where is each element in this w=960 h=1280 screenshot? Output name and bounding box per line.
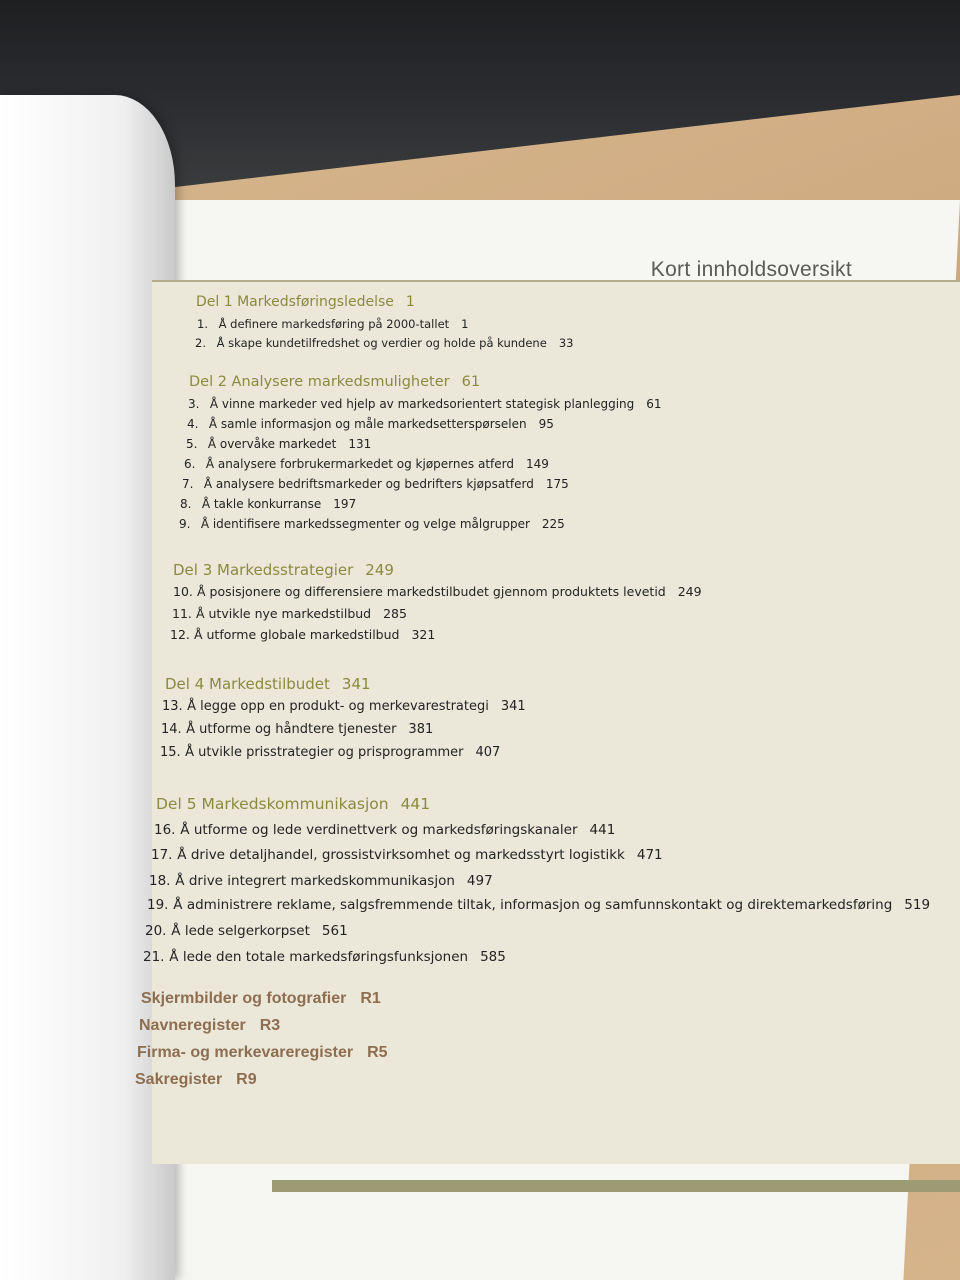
chapter-page: 341	[500, 699, 526, 714]
chapter-number: 15.	[160, 745, 181, 760]
chapter-page: 321	[411, 627, 436, 642]
part-heading	[173, 561, 394, 579]
chapter-page: 519	[904, 897, 931, 913]
chapter-entry	[145, 923, 348, 939]
chapter-number: 10.	[173, 584, 193, 599]
chapter-entry	[186, 437, 371, 451]
part-title: Del 4 Markedstilbudet	[165, 675, 330, 693]
chapter-number: 18.	[149, 873, 171, 889]
chapter-page: 407	[475, 745, 501, 760]
chapter-page: 225	[541, 517, 565, 531]
chapter-title: Å definere markedsføring på 2000-tallet	[218, 317, 450, 331]
part-heading	[165, 675, 371, 693]
chapter-title: Å overvåke markedet	[207, 437, 337, 451]
chapter-entry	[197, 317, 469, 331]
chapter-page: 95	[538, 417, 554, 431]
chapter-entry	[182, 477, 569, 491]
register-entry	[141, 990, 381, 1008]
chapter-number: 17.	[151, 847, 173, 863]
register-page: R5	[367, 1044, 388, 1061]
chapter-number: 4.	[187, 417, 199, 431]
chapter-page: 33	[558, 336, 574, 350]
chapter-entry	[162, 699, 526, 714]
chapter-number: 6.	[184, 457, 196, 471]
chapter-title: Å utforme globale markedstilbud	[193, 627, 400, 642]
chapter-number: 11.	[172, 606, 192, 621]
page-title: Kort innholdsoversikt	[650, 258, 852, 281]
chapter-number: 14.	[161, 722, 182, 737]
chapter-title: Å samle informasjon og måle markedsetterspørselen	[208, 417, 527, 431]
chapter-entry	[151, 847, 663, 863]
chapter-entry	[147, 897, 930, 913]
chapter-entry	[172, 606, 407, 621]
chapter-page: 441	[589, 822, 616, 838]
chapter-page: 175	[545, 477, 569, 491]
part-page: 1	[405, 294, 415, 310]
chapter-title: Å utforme og lede verdinettverk og markedsføringskanaler	[180, 822, 578, 838]
chapter-title: Å utvikle nye markedstilbud	[195, 606, 372, 621]
chapter-page: 561	[321, 923, 348, 939]
chapter-entry	[184, 457, 549, 471]
chapter-entry	[187, 417, 554, 431]
chapter-title: Å posisjonere og differensiere markedstilbudet gjennom produktets levetid	[196, 584, 666, 599]
chapter-number: 8.	[180, 497, 192, 511]
part-page: 249	[365, 561, 394, 579]
chapter-entry	[143, 949, 506, 965]
chapter-page: 249	[677, 584, 702, 599]
chapter-number: 2.	[195, 336, 206, 350]
chapter-number: 19.	[147, 897, 169, 913]
chapter-page: 285	[383, 606, 407, 621]
chapter-entry	[170, 627, 435, 642]
part-title: Del 1 Markedsføringsledelse	[196, 294, 394, 310]
part-title: Del 3 Markedsstrategier	[173, 561, 354, 579]
chapter-entry	[161, 722, 433, 737]
part-title: Del 2 Analysere markedsmuligheter	[189, 374, 450, 390]
register-page: R9	[236, 1071, 257, 1088]
chapter-number: 5.	[186, 437, 198, 451]
part-page: 341	[341, 675, 371, 693]
chapter-page: 381	[408, 722, 434, 737]
register-title: Firma- og merkevareregister	[137, 1044, 354, 1061]
part-heading	[156, 795, 430, 813]
chapter-number: 12.	[170, 627, 190, 642]
chapter-page: 61	[646, 397, 662, 411]
chapter-title: Å analysere bedriftsmarkeder og bedrifters kjøpsatferd	[203, 477, 534, 491]
register-entry	[135, 1071, 257, 1089]
register-entry	[139, 1017, 280, 1035]
chapter-number: 1.	[197, 317, 208, 331]
chapter-entry	[154, 822, 615, 838]
chapter-page: 131	[348, 437, 372, 451]
register-page: R1	[360, 990, 381, 1007]
chapter-entry	[173, 584, 702, 599]
part-heading	[189, 374, 480, 390]
register-title: Skjermbilder og fotografier	[141, 990, 347, 1007]
chapter-page: 585	[480, 949, 506, 965]
chapter-page: 471	[636, 847, 663, 863]
chapter-number: 9.	[179, 517, 191, 531]
chapter-title: Å drive integrert markedskommunikasjon	[175, 873, 455, 889]
chapter-title: Å takle konkurranse	[201, 497, 322, 511]
part-page: 441	[400, 795, 431, 813]
chapter-title: Å utvikle prisstrategier og prisprogrammer	[185, 745, 464, 760]
part-heading	[196, 294, 415, 310]
chapter-number: 3.	[188, 397, 200, 411]
chapter-title: Å skape kundetilfredshet og verdier og holde på kundene	[216, 336, 547, 350]
chapter-page: 197	[333, 497, 357, 511]
chapter-page: 497	[466, 873, 493, 889]
register-title: Sakregister	[135, 1071, 223, 1088]
chapter-title: Å vinne markeder ved hjelp av markedsorientert stategisk planlegging	[209, 397, 635, 411]
chapter-page: 1	[461, 317, 469, 331]
chapter-number: 13.	[162, 699, 183, 714]
chapter-title: Å administrere reklame, salgsfremmende tiltak, informasjon og samfunnskontakt og direktemarkedsføring	[173, 897, 893, 913]
decorative-strip	[272, 1180, 960, 1192]
chapter-number: 7.	[182, 477, 194, 491]
chapter-title: Å drive detaljhandel, grossistvirksomhet og markedsstyrt logistikk	[177, 847, 625, 863]
chapter-entry	[160, 745, 500, 760]
part-title: Del 5 Markedskommunikasjon	[156, 795, 389, 813]
chapter-number: 21.	[143, 949, 165, 965]
register-title: Navneregister	[139, 1017, 246, 1034]
chapter-entry	[180, 497, 356, 511]
part-page: 61	[461, 374, 481, 390]
chapter-entry	[179, 517, 565, 531]
chapter-title: Å analysere forbrukermarkedet og kjøpernes atferd	[205, 457, 514, 471]
chapter-entry	[188, 397, 662, 411]
chapter-title: Å lede selgerkorpset	[171, 923, 310, 939]
chapter-page: 149	[525, 457, 549, 471]
chapter-number: 20.	[145, 923, 167, 939]
chapter-entry	[195, 336, 573, 350]
chapter-title: Å legge opp en produkt- og merkevarestrategi	[187, 699, 489, 714]
chapter-title: Å utforme og håndtere tjenester	[186, 722, 397, 737]
book-left-page	[0, 95, 175, 1280]
chapter-title: Å identifisere markedssegmenter og velge målgrupper	[200, 517, 530, 531]
chapter-entry	[149, 873, 493, 889]
chapter-number: 16.	[154, 822, 176, 838]
chapter-title: Å lede den totale markedsføringsfunksjonen	[169, 949, 469, 965]
register-page: R3	[259, 1017, 281, 1034]
register-entry	[137, 1044, 388, 1062]
